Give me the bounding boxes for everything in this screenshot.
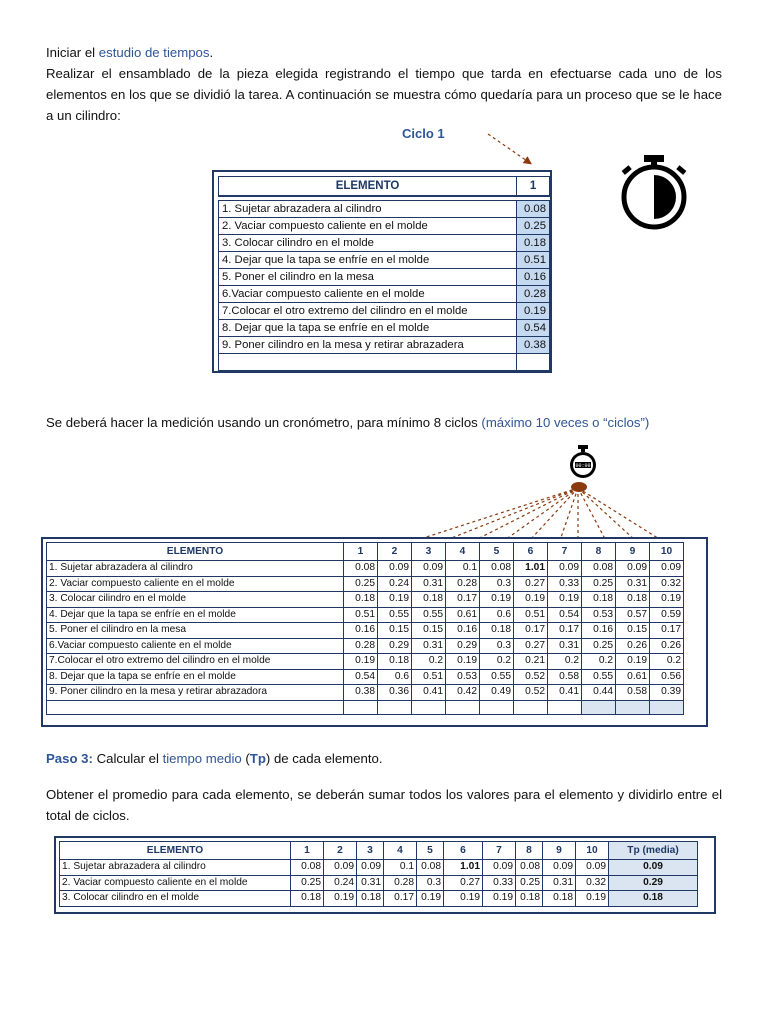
time-cell: 0.16 [582, 623, 616, 639]
time-cell: 0.09 [412, 561, 446, 577]
time-cell: 0.19 [483, 891, 516, 907]
element-cell: 2. Vaciar compuesto caliente en el molde [47, 576, 344, 592]
time-cell: 0.58 [548, 669, 582, 685]
col-header-cycle: 4 [446, 543, 480, 561]
col-header-cycle: 2 [378, 543, 412, 561]
time-cell: 0.19 [616, 654, 650, 670]
time-cell: 0.3 [480, 638, 514, 654]
time-cell: 0.41 [412, 685, 446, 701]
time-cell: 0.18 [412, 592, 446, 608]
time-cell: 0.19 [344, 654, 378, 670]
col-header-cycle: 10 [576, 842, 609, 860]
time-cell: 0.18 [616, 592, 650, 608]
cycle-one-table [212, 170, 552, 373]
table-row [47, 685, 684, 701]
time-cell: 0.55 [480, 669, 514, 685]
time-cell: 0.18 [582, 592, 616, 608]
element-cell: 8. Dejar que la tapa se enfríe en el molde [219, 320, 517, 337]
time-cell: 0.09 [616, 561, 650, 577]
time-cell: 0.17 [548, 623, 582, 639]
col-header-cycle: 3 [412, 543, 446, 561]
col-header-cycle: 1 [517, 177, 550, 197]
element-cell: 3. Colocar cilindro en el molde [219, 235, 517, 252]
time-cell: 0.2 [582, 654, 616, 670]
time-cell: 0.26 [616, 638, 650, 654]
time-cell: 0.17 [384, 891, 417, 907]
time-cell: 0.25 [582, 638, 616, 654]
time-cell: 0.18 [357, 891, 384, 907]
col-header-cycle: 6 [444, 842, 483, 860]
time-cell: 0.18 [516, 891, 543, 907]
element-cell: 4. Dejar que la tapa se enfríe en el molde [47, 607, 344, 623]
time-cell: 0.31 [543, 875, 576, 891]
time-cell: 0.1 [446, 561, 480, 577]
time-cell: 0.2 [412, 654, 446, 670]
col-header-cycle: 1 [291, 842, 324, 860]
time-cell: 0.44 [582, 685, 616, 701]
time-cell: 0.25 [516, 875, 543, 891]
time-cell: 0.15 [412, 623, 446, 639]
element-cell: 2. Vaciar compuesto caliente en el molde [60, 875, 291, 891]
time-cell: 0.36 [378, 685, 412, 701]
time-cell: 0.54 [344, 669, 378, 685]
svg-text:00:00: 00:00 [575, 463, 591, 469]
time-cell: 0.09 [483, 860, 516, 876]
col-header-element: ELEMENTO [60, 842, 291, 860]
element-cell: 1. Sujetar abrazadera al cilindro [47, 561, 344, 577]
col-header-element: ELEMENTO [47, 543, 344, 561]
time-cell: 0.08 [480, 561, 514, 577]
time-cell: 0.21 [514, 654, 548, 670]
time-cell: 0.32 [576, 875, 609, 891]
time-cell: 0.41 [548, 685, 582, 701]
time-cell: 0.59 [650, 607, 684, 623]
mean-cell: 0.29 [609, 875, 698, 891]
time-cell: 0.09 [324, 860, 357, 876]
time-cell: 0.53 [582, 607, 616, 623]
col-header-cycle: 4 [384, 842, 417, 860]
mean-cell: 0.09 [609, 860, 698, 876]
time-cell: 0.54 [548, 607, 582, 623]
col-header-element: ELEMENTO [219, 177, 517, 197]
time-cell: 0.27 [514, 638, 548, 654]
table-row [219, 303, 550, 320]
time-cell: 0.31 [616, 576, 650, 592]
col-header-cycle: 3 [357, 842, 384, 860]
col-header-cycle: 8 [516, 842, 543, 860]
time-cell: 0.52 [514, 685, 548, 701]
col-header-cycle: 9 [543, 842, 576, 860]
stopwatch-icon [614, 153, 694, 235]
time-cell: 0.08 [582, 561, 616, 577]
time-cell: 0.08 [291, 860, 324, 876]
time-cell: 0.25 [517, 218, 550, 235]
time-cell: 0.28 [344, 638, 378, 654]
time-cell: 0.57 [616, 607, 650, 623]
time-cell: 0.52 [514, 669, 548, 685]
time-cell: 0.16 [344, 623, 378, 639]
step-label: Paso 3: [46, 751, 93, 766]
col-header-cycle: 10 [650, 543, 684, 561]
time-cell: 0.19 [446, 654, 480, 670]
time-cell: 0.19 [378, 592, 412, 608]
time-cell: 0.51 [344, 607, 378, 623]
measure-sentence [46, 412, 722, 433]
time-cell: 0.39 [650, 685, 684, 701]
time-cell: 0.18 [543, 891, 576, 907]
time-cell: 0.25 [291, 875, 324, 891]
step-3-heading [46, 748, 722, 769]
element-cell: 1. Sujetar abrazadera al cilindro [60, 860, 291, 876]
time-cell: 0.33 [483, 875, 516, 891]
time-cell: 0.31 [412, 576, 446, 592]
time-cell: 0.54 [517, 320, 550, 337]
time-cell: 0.61 [616, 669, 650, 685]
time-cell: 0.09 [548, 561, 582, 577]
time-cell: 0.17 [446, 592, 480, 608]
time-cell: 0.29 [378, 638, 412, 654]
time-cell: 0.2 [548, 654, 582, 670]
table-row [60, 891, 698, 907]
time-cell: 0.53 [446, 669, 480, 685]
time-cell: 0.24 [378, 576, 412, 592]
time-cell: 0.42 [446, 685, 480, 701]
table-row [47, 607, 684, 623]
element-cell: 8. Dejar que la tapa se enfríe en el molde [47, 669, 344, 685]
time-cell: 0.19 [514, 592, 548, 608]
col-header-cycle: 5 [417, 842, 444, 860]
time-cell: 0.09 [650, 561, 684, 577]
time-cell: 0.29 [446, 638, 480, 654]
time-cell: 0.28 [384, 875, 417, 891]
time-cell: 0.18 [480, 623, 514, 639]
time-cell: 0.15 [616, 623, 650, 639]
time-cell: 0.26 [650, 638, 684, 654]
table-row [47, 561, 684, 577]
time-cell: 0.09 [357, 860, 384, 876]
time-cell: 0.55 [378, 607, 412, 623]
table-row [219, 286, 550, 303]
element-cell: 9. Poner cilindro en la mesa y retirar abrazadora [47, 685, 344, 701]
element-cell: 3. Colocar cilindro en el molde [60, 891, 291, 907]
element-cell: 5. Poner el cilindro en la mesa [47, 623, 344, 639]
time-cell: 0.19 [444, 891, 483, 907]
table-row [219, 201, 550, 218]
table-row [219, 320, 550, 337]
col-header-cycle: 2 [324, 842, 357, 860]
table-row [219, 269, 550, 286]
intro-line [46, 42, 722, 63]
time-cell: 0.31 [548, 638, 582, 654]
time-cell: 0.28 [517, 286, 550, 303]
measure-text: Se deberá hacer la medición usando un cronómetro, para mínimo 8 ciclos [46, 415, 482, 430]
time-cell: 0.09 [543, 860, 576, 876]
time-cell: 0.16 [446, 623, 480, 639]
time-cell: 0.27 [514, 576, 548, 592]
table-row [219, 218, 550, 235]
time-cell: 0.09 [576, 860, 609, 876]
time-cell: 0.19 [517, 303, 550, 320]
time-cell: 0.55 [412, 607, 446, 623]
time-cell: 0.19 [324, 891, 357, 907]
table-row [47, 654, 684, 670]
time-cell: 0.2 [650, 654, 684, 670]
time-cell: 0.25 [344, 576, 378, 592]
time-cell: 1.01 [444, 860, 483, 876]
element-cell: 7.Colocar el otro extremo del cilindro en el molde [219, 303, 517, 320]
element-cell: 1. Sujetar abrazadera al cilindro [219, 201, 517, 218]
time-cell: 0.18 [378, 654, 412, 670]
time-cell: 0.31 [412, 638, 446, 654]
time-cell: 1.01 [514, 561, 548, 577]
time-cell: 0.38 [517, 337, 550, 354]
small-stopwatch-icon [566, 444, 600, 480]
table-row [219, 235, 550, 252]
time-cell: 0.17 [514, 623, 548, 639]
table-row [60, 875, 698, 891]
col-header-cycle: 7 [548, 543, 582, 561]
time-cell: 0.17 [650, 623, 684, 639]
time-cell: 0.15 [378, 623, 412, 639]
time-cell: 0.08 [517, 201, 550, 218]
time-cell: 0.1 [384, 860, 417, 876]
time-cell: 0.51 [517, 252, 550, 269]
table-row [219, 337, 550, 354]
time-cell: 0.19 [548, 592, 582, 608]
time-cell: 0.38 [344, 685, 378, 701]
time-cell: 0.18 [517, 235, 550, 252]
study-link[interactable]: estudio de tiempos [98, 45, 210, 60]
table-row [47, 592, 684, 608]
time-cell: 0.18 [291, 891, 324, 907]
col-header-mean: Tp (media) [609, 842, 698, 860]
step-term: tiempo medio [162, 751, 242, 766]
time-cell: 0.25 [582, 576, 616, 592]
time-cell: 0.19 [417, 891, 444, 907]
time-cell: 0.58 [616, 685, 650, 701]
time-cell: 0.33 [548, 576, 582, 592]
time-cell: 0.24 [324, 875, 357, 891]
mean-time-table [54, 836, 716, 914]
table-row [60, 860, 698, 876]
element-cell: 4. Dejar que la tapa se enfríe en el molde [219, 252, 517, 269]
step-text: Calcular el [92, 751, 163, 766]
intro-paragraph: Realizar el ensamblado de la pieza elegida registrando el tiempo que tarda en efectuarse cada uno de los elementos en los que se dividió la tarea. A continuación se muestra cómo quedaría para un proceso que se le hace a un cilindro: [46, 66, 722, 123]
time-cell: 0.51 [412, 669, 446, 685]
time-cell: 0.27 [444, 875, 483, 891]
table-row [47, 638, 684, 654]
element-cell: 7.Colocar el otro extremo del cilindro en el molde [47, 654, 344, 670]
element-cell: 3. Colocar cilindro en el molde [47, 592, 344, 608]
intro-prefix: Iniciar el [46, 45, 99, 60]
time-cell: 0.6 [480, 607, 514, 623]
time-cell: 0.3 [480, 576, 514, 592]
table-row [47, 669, 684, 685]
cycle-label: Ciclo 1 [402, 126, 445, 141]
time-cell: 0.6 [378, 669, 412, 685]
step-abbr: Tp [249, 751, 266, 766]
time-cell: 0.19 [480, 592, 514, 608]
table-row [47, 576, 684, 592]
col-header-cycle: 8 [582, 543, 616, 561]
col-header-cycle: 5 [480, 543, 514, 561]
time-cell: 0.19 [650, 592, 684, 608]
element-cell: 6.Vaciar compuesto caliente en el molde [219, 286, 517, 303]
time-cell: 0.32 [650, 576, 684, 592]
time-cell: 0.08 [344, 561, 378, 577]
time-cell: 0.19 [576, 891, 609, 907]
time-cell: 0.28 [446, 576, 480, 592]
col-header-cycle: 1 [344, 543, 378, 561]
time-cell: 0.56 [650, 669, 684, 685]
time-cell: 0.09 [378, 561, 412, 577]
element-cell: 5. Poner el cilindro en la mesa [219, 269, 517, 286]
mean-cell: 0.18 [609, 891, 698, 907]
time-cell: 0.08 [417, 860, 444, 876]
time-cell: 0.61 [446, 607, 480, 623]
intro-suffix: . [209, 45, 214, 60]
table-row [219, 252, 550, 269]
time-cell: 0.49 [480, 685, 514, 701]
time-cell: 0.31 [357, 875, 384, 891]
time-cell: 0.3 [417, 875, 444, 891]
element-cell: 6.Vaciar compuesto caliente en el molde [47, 638, 344, 654]
time-cell: 0.18 [344, 592, 378, 608]
time-cell: 0.16 [517, 269, 550, 286]
element-cell: 9. Poner cilindro en la mesa y retirar abrazadera [219, 337, 517, 354]
col-header-cycle: 9 [616, 543, 650, 561]
instruction-paragraph: Obtener el promedio para cada elemento, se deberán sumar todos los valores para el elemento y dividirlo entre el total de ciclos. [46, 787, 722, 823]
col-header-cycle: 6 [514, 543, 548, 561]
paren-open: ( [241, 751, 250, 766]
col-header-cycle: 7 [483, 842, 516, 860]
time-cell: 0.08 [516, 860, 543, 876]
cycles-table [41, 537, 708, 727]
table-row [47, 623, 684, 639]
time-cell: 0.2 [480, 654, 514, 670]
time-cell: 0.55 [582, 669, 616, 685]
step-text-end: ) de cada elemento. [265, 751, 383, 766]
element-cell: 2. Vaciar compuesto caliente en el molde [219, 218, 517, 235]
measure-note: (máximo 10 veces o “ciclos”) [481, 415, 650, 430]
time-cell: 0.51 [514, 607, 548, 623]
